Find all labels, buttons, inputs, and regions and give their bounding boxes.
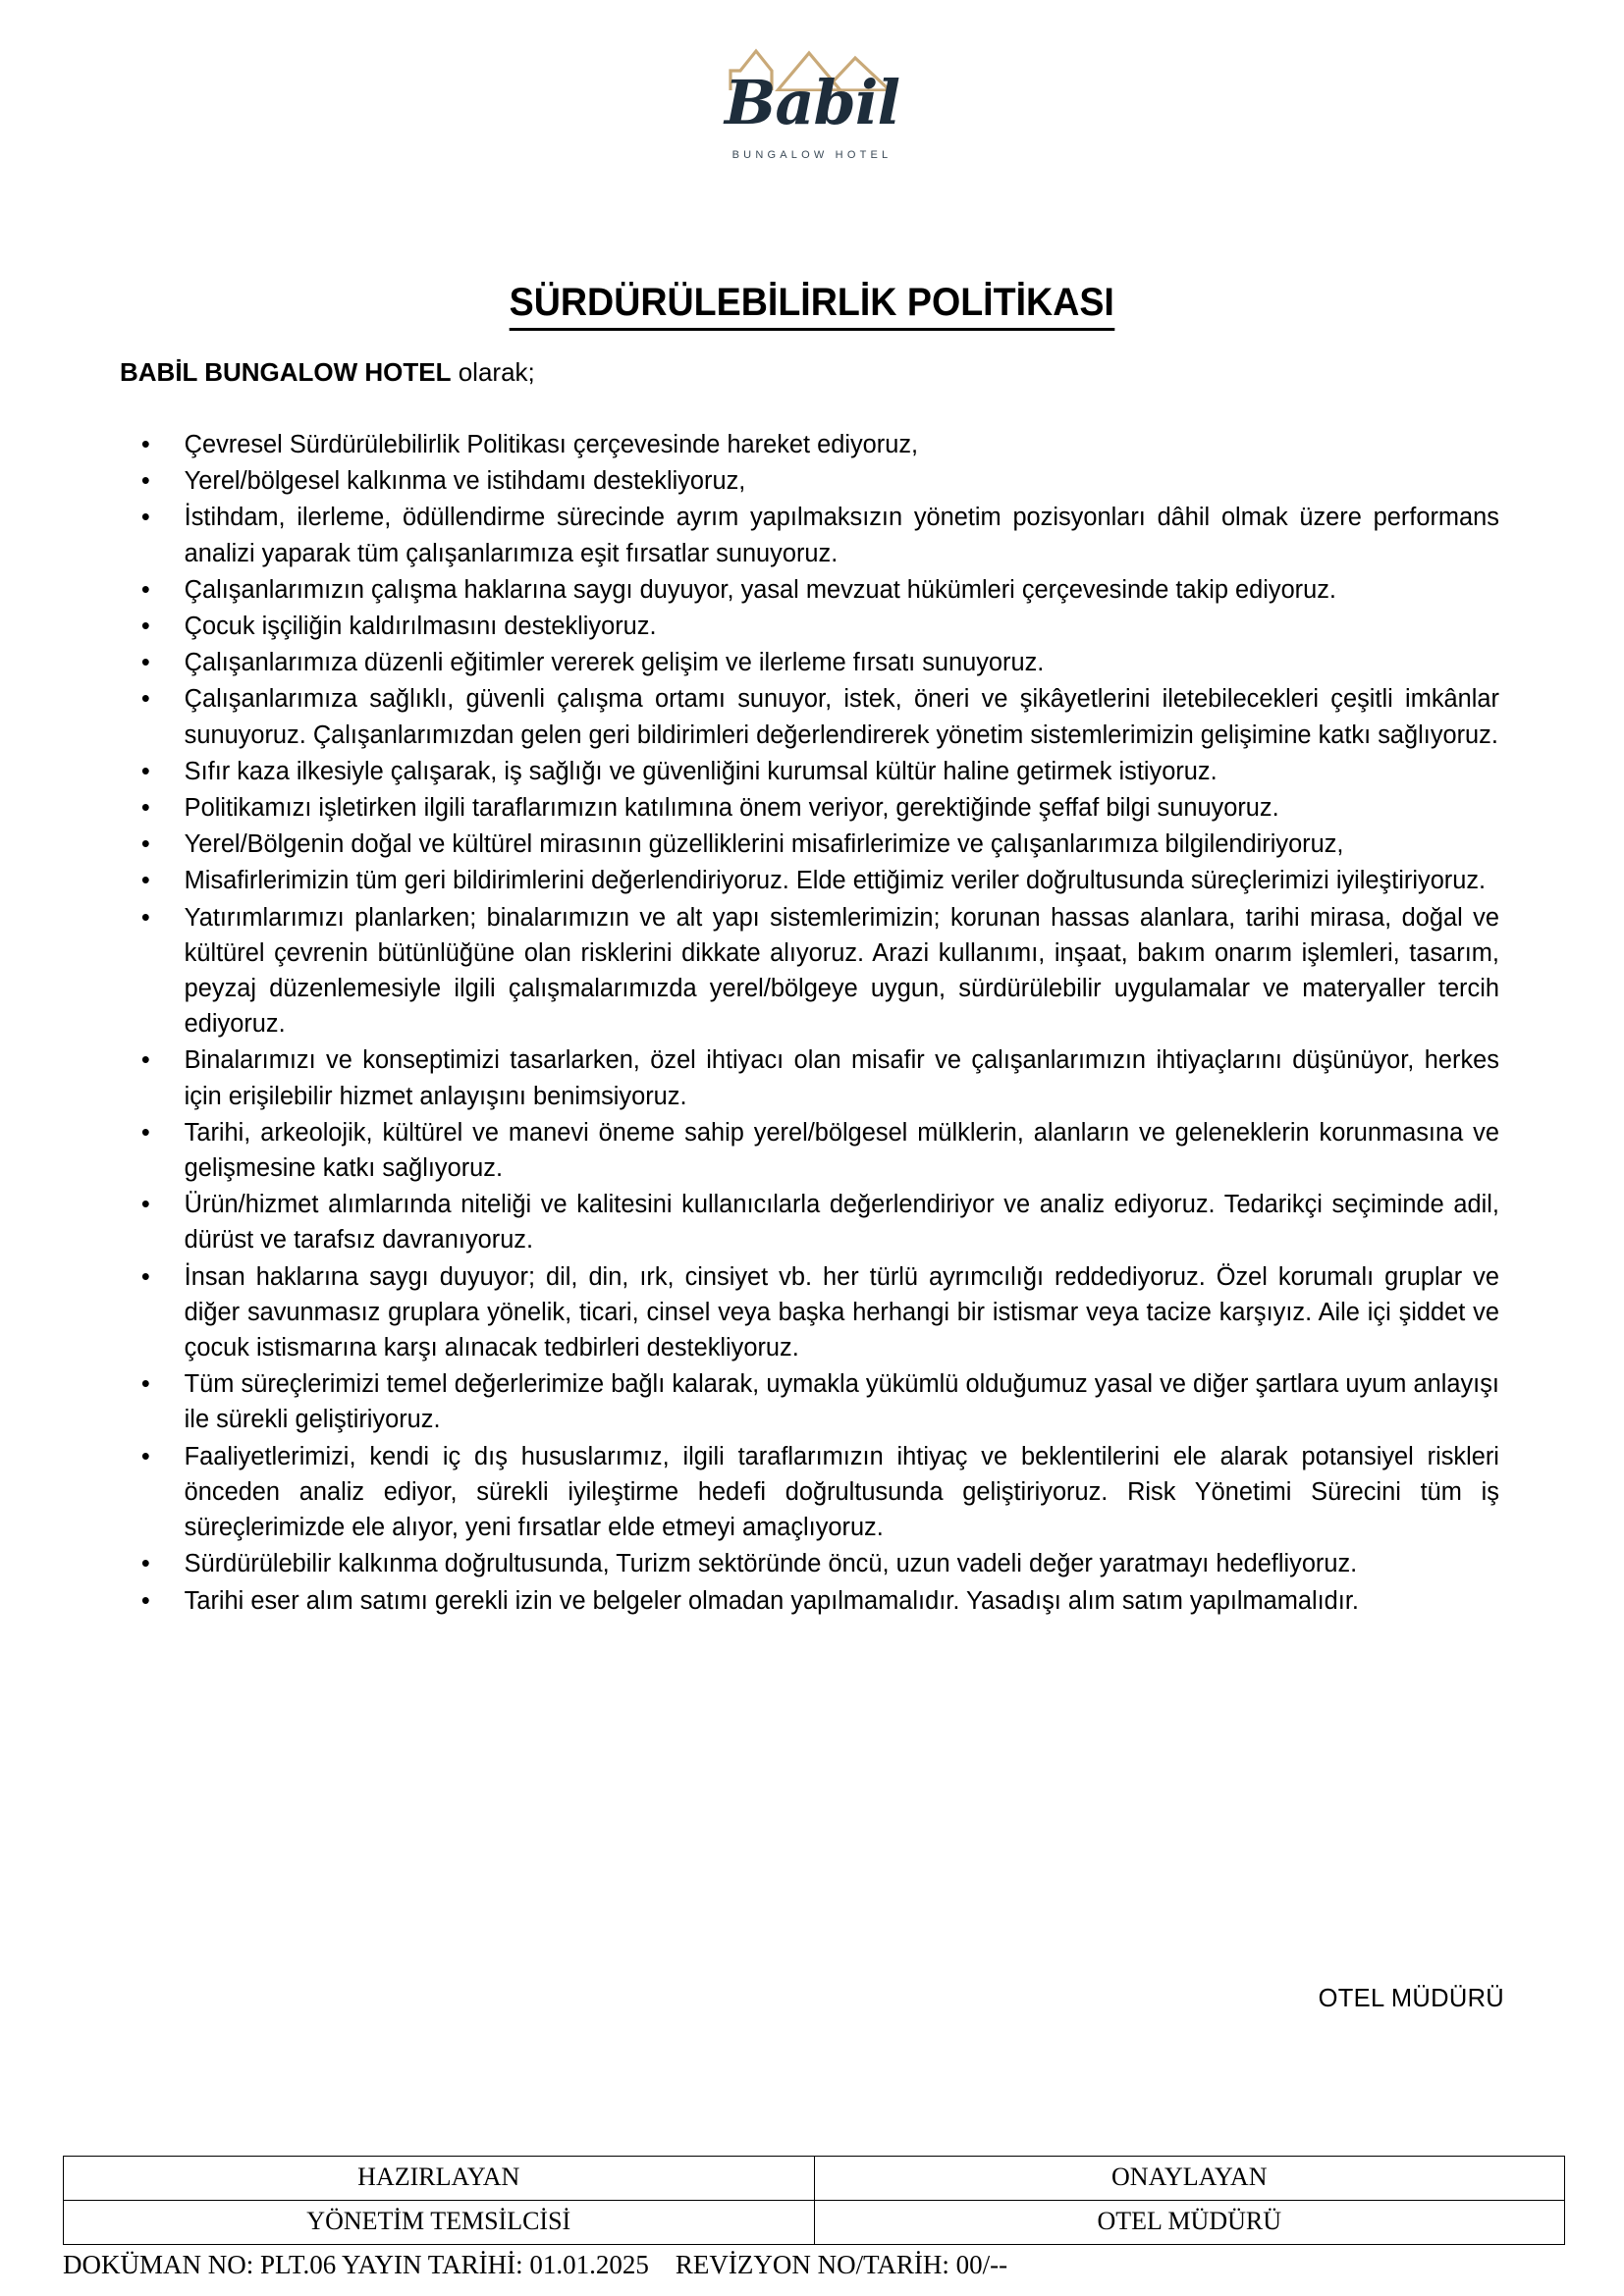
- bullet-marker-icon: •: [140, 431, 150, 458]
- bullet-marker-icon: •: [140, 867, 150, 895]
- page-title-text: SÜRDÜRÜLEBİLİRLİK POLİTİKASI: [510, 281, 1114, 331]
- bullet-marker-icon: •: [140, 467, 150, 496]
- bullet-marker-icon: •: [140, 794, 150, 823]
- policy-bullet-text: Sıfır kaza ilkesiyle çalışarak, iş sağlığı ve güvenliğini kurumsal kültür haline getirmek istiyoruz.: [184, 757, 1218, 785]
- policy-bullet-text: Sürdürülebilir kalkınma doğrultusunda, Turizm sektöründe öncü, uzun vadeli değer yaratmayı hedefliyoruz.: [184, 1550, 1358, 1578]
- intro-line: [120, 356, 1514, 389]
- bullet-marker-icon: •: [140, 903, 150, 932]
- policy-bullet-text: Tarihi, arkeolojik, kültürel ve manevi öneme sahip yerel/bölgesel mülklerin, alanların ve geleneklerin korunmasına ve gelişmesine katkı sağlıyoruz.: [184, 1118, 1499, 1183]
- company-logo: [0, 47, 1624, 175]
- policy-bullet-text: Misafirlerimizin tüm geri bildirimlerini değerlendiriyoruz. Elde ettiğimiz veriler doğrultusunda süreçlerimizi iyileştiriyoruz.: [184, 867, 1487, 895]
- policy-bullet-text: Yatırımlarımızı planlarken; binalarımızın ve alt yapı sistemlerimizin; korunan hassas alanlara, tarihi mirasa, doğal ve kültürel çevrenin bütünlüğüne olan risklerini dikkate alıyoruz. Arazi kullanımı, inşaat, bakım onarım işlemleri, tasarım, peyzaj düzenlemesiyle ilgili çalışmalarımızda yerel/bölgeye uygun, sürdürülebilir uygulamalar ve materyaller tercih ediyoruz.: [184, 903, 1499, 1039]
- page-title: [0, 281, 1624, 331]
- policy-bullet-item: [120, 900, 1499, 1042]
- logo-brand-text: Babil: [724, 67, 900, 138]
- policy-bullet-text: Politikamızı işletirken ilgili taraflarımızın katılımına önem veriyor, gerektiğinde şeffaf bilgi sunuyoruz.: [184, 794, 1279, 823]
- policy-bullet-text: Çevresel Sürdürülebilirlik Politikası çerçevesinde hareket ediyoruz,: [184, 431, 919, 458]
- intro-suffix: olarak;: [451, 357, 535, 387]
- bullet-marker-icon: •: [140, 649, 150, 677]
- bullet-marker-icon: •: [140, 1191, 150, 1219]
- bullet-marker-icon: •: [140, 1586, 150, 1615]
- policy-bullet-text: Çalışanlarımızın çalışma haklarına saygı duyuyor, yasal mevzuat hükümleri çerçevesinde takip ediyoruz.: [184, 575, 1336, 604]
- policy-bullet-text: Ürün/hizmet alımlarında niteliği ve kalitesini kullanıcılarla değerlendiriyor ve analiz ediyoruz. Tedarikçi seçiminde adil, dürüst ve tarafsız davranıyoruz.: [184, 1191, 1499, 1255]
- policy-bullet-item: [120, 1439, 1499, 1546]
- bullet-marker-icon: •: [140, 1046, 150, 1075]
- bullet-marker-icon: •: [140, 1262, 150, 1291]
- bullet-marker-icon: •: [140, 1370, 150, 1399]
- approval-table-header-cell: HAZIRLAYAN: [64, 2157, 815, 2201]
- bullet-marker-icon: •: [140, 830, 150, 859]
- policy-bullet-text: Yerel/bölgesel kalkınma ve istihdamı destekliyoruz,: [184, 467, 746, 496]
- policy-bullet-text: İstihdam, ilerleme, ödüllendirme sürecinde ayrım yapılmaksızın yönetim pozisyonları dâhil olmak üzere performans analizi yaparak tüm çalışanlarımıza eşit fırsatlar sunuyoruz.: [184, 504, 1499, 567]
- policy-bullet-text: Binalarımızı ve konseptimizi tasarlarken, özel ihtiyacı olan misafir ve çalışanlarımızın ihtiyaçlarını düşünüyor, herkes için erişilebilir hizmet anlayışını benimsiyoruz.: [184, 1046, 1499, 1110]
- policy-bullet-item: [120, 1115, 1499, 1186]
- policy-bullet-item: [120, 427, 1499, 462]
- policy-bullet-item: [120, 645, 1499, 680]
- policy-bullet-item: [120, 1366, 1499, 1437]
- approval-table-value-cell: OTEL MÜDÜRÜ: [814, 2201, 1565, 2245]
- policy-bullet-item: [120, 1187, 1499, 1257]
- intro-company-name: BABİL BUNGALOW HOTEL: [120, 357, 452, 387]
- policy-bullet-item: [120, 863, 1499, 898]
- approval-table: [63, 2156, 1565, 2245]
- policy-bullet-text: Çalışanlarımıza sağlıklı, güvenli çalışma ortamı sunuyor, istek, öneri ve şikâyetlerini iletebilecekleri çeşitli imkânlar sunuyoruz. Çalışanlarımızdan gelen geri bildirimleri değerlendirerek yönetim sistemlerimizin gelişimine katkı sağlıyoruz.: [184, 685, 1499, 749]
- bullet-marker-icon: •: [140, 685, 150, 714]
- policy-bullet-text: Faaliyetlerimizi, kendi iç dış hususlarımız, ilgili taraflarımızın ihtiyaç ve beklentilerini ele alarak potansiyel riskleri önceden analiz ediyor, sürekli iyileştirme hedefi doğrultusunda geliştiriyoruz. Risk Yönetimi Sürecini tüm iş süreçlerimizde ele alıyor, yeni fırsatlar elde etmeyi amaçlıyoruz.: [184, 1442, 1499, 1542]
- policy-bullet-item: [120, 1042, 1499, 1113]
- policy-bullet-item: [120, 754, 1499, 789]
- policy-bullet-text: Tarihi eser alım satımı gerekli izin ve belgeler olmadan yapılmamalıdır. Yasadışı alım satım yapılmamalıdır.: [184, 1586, 1359, 1615]
- policy-bullet-item: [120, 500, 1499, 570]
- policy-bullet-item: [120, 609, 1499, 644]
- bullet-marker-icon: •: [140, 1550, 150, 1578]
- policy-bullet-item: [120, 1546, 1499, 1581]
- signature-title: OTEL MÜDÜRÜ: [1318, 1985, 1504, 2012]
- document-number-line: DOKÜMAN NO: PLT.06 YAYIN TARİHİ: 01.01.2025 REVİZYON NO/TARİH: 00/--: [63, 2250, 1008, 2279]
- bullet-marker-icon: •: [140, 504, 150, 532]
- document-footer: [63, 2156, 1565, 2280]
- policy-bullet-list: [120, 427, 1506, 1620]
- approval-table-value-cell: YÖNETİM TEMSİLCİSİ: [64, 2201, 815, 2245]
- policy-bullet-text: Tüm süreçlerimizi temel değerlerimize bağlı kalarak, uymakla yükümlü olduğumuz yasal ve diğer şartlara uyum anlayışı ile sürekli geliştiriyoruz.: [184, 1370, 1499, 1434]
- policy-bullet-item: [120, 463, 1499, 499]
- policy-bullet-text: Çalışanlarımıza düzenli eğitimler vererek gelişim ve ilerleme fırsatı sunuyoruz.: [184, 649, 1045, 677]
- table-row: [64, 2157, 1565, 2201]
- table-row: [64, 2201, 1565, 2245]
- policy-bullet-item: [120, 827, 1499, 862]
- approval-table-header-cell: ONAYLAYAN: [814, 2157, 1565, 2201]
- bullet-marker-icon: •: [140, 613, 150, 641]
- logo-inner: [689, 47, 935, 170]
- bullet-marker-icon: •: [140, 1118, 150, 1147]
- bullet-marker-icon: •: [140, 575, 150, 604]
- policy-bullet-text: İnsan haklarına saygı duyuyor; dil, din, ırk, cinsiyet vb. her türlü ayrımcılığı reddediyoruz. Özel korumalı gruplar ve diğer savunmasız gruplara yönelik, ticari, cinsel veya başka herhangi bir istismar veya tacize karşıyız. Aile içi şiddet ve çocuk istismarına karşı alınacak tedbirleri destekliyoruz.: [184, 1262, 1499, 1362]
- policy-bullet-item: [120, 572, 1499, 608]
- policy-bullet-item: [120, 1259, 1499, 1366]
- policy-bullet-item: [120, 1583, 1499, 1619]
- policy-bullet-text: Çocuk işçiliğin kaldırılmasını destekliyoruz.: [184, 613, 657, 641]
- policy-bullet-item: [120, 681, 1499, 752]
- bullet-marker-icon: •: [140, 757, 150, 785]
- policy-bullet-item: [120, 790, 1499, 826]
- logo-tagline: BUNGALOW HOTEL: [731, 149, 893, 161]
- bullet-marker-icon: •: [140, 1442, 150, 1470]
- policy-bullet-text: Yerel/Bölgenin doğal ve kültürel mirasının güzelliklerini misafirlerimize ve çalışanlarımıza bilgilendiriyoruz,: [184, 830, 1344, 859]
